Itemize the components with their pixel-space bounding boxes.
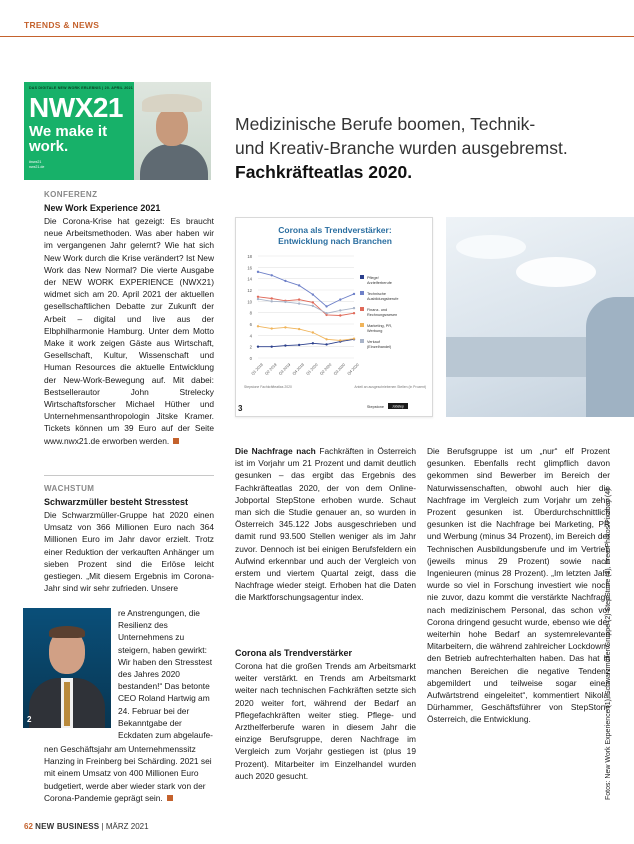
banner-footer-line1: #nwx21 — [29, 160, 42, 164]
chart-source-right: Anteil an ausgeschriebenen Stellen (in Prozent) — [354, 385, 426, 389]
legend-swatch — [360, 291, 364, 295]
legend-swatch — [360, 275, 364, 279]
data-point — [257, 296, 259, 298]
wachstum-kicker: WACHSTUM — [44, 484, 95, 493]
konferenz-body-text: Die Corona-Krise hat gezeigt: Es braucht neue Arbeitsmethoden. Was aber haben wir im vergangenen Jahr gelernt? Wie hat sich New Work durch die Krise verändert? Ist New Work das New Normal? Die vierte Ausgabe der NEW WORK EXPERIENCE (NWX21) widmet sich am 20. April 2021 der aktuellen gesellschaftlichen Debatte zur Zukunft der Arbeit – digital und live aus der Elbphilharmonie Hamburg. Unter dem Motto Make it work zeigen Gäste aus Wirtschaft, Gesellschaft, Kultur, Wissenschaft und Human Resources die aktuelle Entwicklung der New-Work-Bewegung auf. Mit dabei: Bestsellerautor John Strelecky Wirtschaftsforscher Michael Hüther und Unternehmensanthropologin Jitske Kramer. Tickets können um 39 Euro auf der Seite www.nwx21.de erworben werden. — [44, 216, 214, 446]
legend-label: Arztelferberufe — [367, 281, 392, 285]
data-point — [312, 331, 314, 333]
x-tick-label: Q4 2019 — [291, 362, 306, 376]
banner-top-line: DAS DIGITALE NEW WORK ERLEBNIS | 20. APRIL 2021 — [29, 86, 133, 90]
data-point — [353, 293, 355, 295]
data-point — [271, 274, 273, 276]
data-point — [312, 293, 314, 295]
legend-swatch — [360, 323, 364, 327]
x-tick-label: Q4 2020 — [346, 362, 360, 376]
konferenz-title: New Work Experience 2021 — [44, 203, 161, 213]
y-tick-label: 4 — [249, 333, 252, 339]
data-point — [353, 338, 355, 340]
x-tick-label: Q3 2020 — [333, 362, 347, 376]
page-footer — [24, 822, 149, 831]
banner-slogan: We make it work. — [29, 123, 108, 155]
article-lead: Die Nachfrage nach — [235, 446, 316, 456]
wachstum-body-bottom-text: nen Geschäftsjahr am Unternehmenssitz Hanzing in Freinberg bei Schärding. 2021 sei mit einem Umsatz von 400 Millionen Euro budgetiert, werde aber wieder stark von der Corona-Pandemie geprägt sein. — [44, 744, 212, 803]
data-point — [325, 343, 327, 345]
x-tick-label: Q3 2019 — [278, 362, 292, 376]
stepstone-logo: Stepstone — [366, 405, 384, 409]
legend-label: Marketing, PR, — [367, 324, 393, 328]
wachstum-title: Schwarzmüller besteht Stresstest — [44, 497, 189, 507]
data-point — [312, 305, 314, 307]
legend-label: Finanz- und — [367, 308, 388, 312]
data-point — [298, 328, 300, 330]
data-point — [257, 271, 259, 273]
banner-person-face — [156, 108, 188, 146]
data-point — [271, 300, 273, 302]
data-point — [339, 339, 341, 341]
data-point — [353, 312, 355, 314]
x-tick-label: Q1 2020 — [305, 362, 319, 376]
banner-person-hat — [142, 94, 202, 112]
legend-label: Ausbildungsberufe — [367, 297, 399, 301]
magazine-brand: NEW BUSINESS — [35, 822, 100, 831]
nwx-banner-image — [24, 82, 211, 180]
data-point — [271, 297, 273, 299]
y-tick-label: 0 — [249, 356, 252, 361]
legend-label: Pflege/ — [367, 276, 379, 280]
wachstum-body-right: re Anstrengungen, die Resilienz des Unternehmens zu steigern, haben gewirkt: Wir haben den Stresstest des Jahres 2020 bestanden!“ Das betonte CEO Roland Hartwig am 24. Februar bei der Bekanntgabe der Eckdaten zum abgelaufe- — [118, 608, 213, 741]
article-subhead: Corona als Trendverstärker — [235, 648, 353, 658]
wachstum-body-bottom — [44, 743, 214, 804]
data-point — [339, 309, 341, 311]
section-rule — [0, 36, 634, 37]
y-tick-label: 10 — [247, 299, 252, 305]
konferenz-body — [44, 215, 214, 447]
data-point — [284, 326, 286, 328]
banner-footer — [29, 160, 44, 170]
chart-card — [235, 217, 433, 417]
legend-label: Werbung — [367, 329, 383, 333]
y-tick-label: 2 — [249, 344, 252, 350]
article-column-right: Die Berufsgruppe ist um „nur“ elf Prozent gesunken. Ebenfalls recht glimpflich davon gekommen sind Bewerber im Bereich der Naturwissenschaften, obwohl auch hier die Nachfrage im Vergleich zum Vorjahr um zehn Prozent gesunken ist. Überdurchschnittlich gesunken ist die Nachfrage bei Marketing, PR und Werbung (minus 34 Prozent), im Bereich der Technischen Ausbildungsberufe und im Vertrieb (jeweils minus 29 Prozent) sowie nach Ingenieuren (minus 28 Prozent). „Im letzten Jahr wurde so viel in Forschung investiert wie noch nie zuvor, dazu kommt die verstärkte Nachfrage nach medizinischem Personal, das schon vor Corona dringend gesucht wurde, ebenso wie der weiterhin hohe Bedarf an systemrelevanten Mitarbeitern, die während zahlreicher Lockdowns den Betrieb aufrechterhalten haben. Das hat in manchen Bereichen die negative Tendenz abgemildert und teilweise sogar einen Aufwärtstrend eingeleitet“, kommentiert Nikolai Dürhammer, Geschäftsführer von StepStone Österreich, die Entwicklung. — [427, 446, 610, 725]
data-point — [339, 298, 341, 300]
legend-label: (Einzelhandel) — [367, 345, 392, 349]
banner-footer-line2: nwx21.de — [29, 165, 45, 169]
legend-label: Rechnungswesen — [367, 313, 398, 317]
headline-line1: Medizinische Berufe boomen, Technik- — [235, 114, 536, 134]
article-body-2: Corona hat die großen Trends am Arbeitsmarkt weiter verstärkt. en Trends am Arbeitsmarkt weiter nach technischen Fachkräften setzte sich 2020 weiter fort, während der Bedarf an Pflegefachkräften weiter stieg. Pflege- und Arzthelferberufe waren in diesem Jahr die einzige Berufsgruppe, deren Nachfrage im Vergleich zum Vorjahr gestiegen ist (plus 19 Prozent). Mitarbeiter im Einzelhandel wurden auch 2020 gesucht. — [235, 661, 416, 781]
data-point — [257, 345, 259, 347]
ceo-portrait-photo — [23, 608, 111, 728]
y-tick-label: 6 — [249, 322, 252, 327]
x-tick-label: Q2 2020 — [319, 362, 333, 376]
banner-person-photo — [134, 82, 211, 180]
article-column-middle — [235, 445, 416, 604]
data-point — [325, 338, 327, 340]
hospital-photo — [446, 217, 634, 417]
data-point — [271, 327, 273, 329]
y-tick-label: 16 — [247, 265, 252, 271]
banner-person-body — [140, 144, 208, 180]
data-point — [298, 298, 300, 300]
data-point — [298, 284, 300, 286]
konferenz-kicker: KONFERENZ — [44, 190, 98, 199]
photo-credit: Fotos: New Work Experience (1), Schwarzmüller Gruppe (2) StepStone (3), Free-Photos/Pixabay (4) — [605, 488, 612, 800]
y-tick-label: 8 — [249, 310, 252, 316]
data-point — [271, 345, 273, 347]
data-point — [284, 301, 286, 303]
photo-lamp — [456, 235, 526, 259]
section-tag: TRENDS & NEWS — [24, 20, 100, 30]
section-divider — [44, 475, 214, 476]
y-tick-label: 18 — [247, 254, 252, 259]
legend-label: Verkauf — [367, 340, 380, 344]
legend-label: Technische — [367, 292, 386, 296]
y-tick-label: 14 — [247, 276, 252, 282]
chart-source-left: Stepstone Fachkräfteatlas 2020 — [244, 385, 292, 389]
banner-title: NWX21 — [29, 92, 123, 123]
x-tick-label: Q1 2019 — [250, 362, 264, 376]
headline-line2: und Kreativ-Branche wurden ausgebremst. — [235, 138, 568, 158]
chart-title: Corona als Trendverstärker: — [278, 225, 392, 235]
portrait-number: 2 — [27, 715, 32, 724]
page-number: 62 — [24, 822, 33, 831]
y-tick-label: 12 — [247, 288, 252, 293]
data-point — [284, 344, 286, 346]
data-point — [312, 301, 314, 303]
end-mark-square — [173, 438, 179, 444]
photo-lamp — [516, 257, 596, 287]
data-point — [325, 305, 327, 307]
data-point — [312, 342, 314, 344]
data-point — [298, 302, 300, 304]
headline — [235, 112, 615, 160]
issue-date: MÄRZ 2021 — [105, 822, 149, 831]
data-point — [257, 298, 259, 300]
chart-subtitle: Entwicklung nach Branchen — [278, 236, 392, 246]
data-point — [298, 344, 300, 346]
data-point — [284, 280, 286, 282]
legend-swatch — [360, 307, 364, 311]
portrait-tie — [64, 682, 70, 726]
data-point — [257, 325, 259, 327]
line-chart — [236, 218, 434, 418]
data-point — [339, 314, 341, 316]
portrait-hair — [49, 626, 85, 638]
article-body: Fachkräften in Österreich ist im Vorjahr um 21 Prozent und damit deutlich gesunken – das ergibt das Ergebnis des Fachkräfteatlas 2020, der von dem Online-Jobportal StepStone erhoben wurde. Schaut man sich die Studie genauer an, so wurden in Österreich 345.122 Jobs ausgeschrieben und damit rund 93.500 Stellen weniger als im Jahr zuvor. Dennoch ist bei einigen Berufsfeldern ein Aufwind erkennbar und auch der Vergleich von erstem und viertem Quartal zeigt, dass die Nachfrage wieder steigt. Erhoben hat die Daten die Marktforschungsagentur index. — [235, 446, 416, 603]
legend-swatch — [360, 339, 364, 343]
x-tick-label: Q2 2019 — [264, 362, 278, 376]
data-point — [353, 307, 355, 309]
photo-figure — [586, 297, 634, 417]
headline-bold: Fachkräfteatlas 2020. — [235, 162, 413, 182]
wachstum-body-top: Die Schwarzmüller-Gruppe hat 2020 einen Umsatz von 366 Millionen Euro nach 364 Millionen Euro im Jahr davor erzielt. Trotz einer Reduktion der verkauften Anhänger um sieben Prozent sind die Erlöse leicht gestiegen. „Mit diesem Ergebnis im Corona-Jahr sind wir sehr zufrieden. Unsere — [44, 510, 214, 594]
end-mark-square — [167, 795, 173, 801]
footer-separator: | — [101, 822, 104, 831]
jobstep-logo: Jobstep — [392, 404, 404, 409]
chart-number: 3 — [238, 404, 243, 413]
data-point — [325, 312, 327, 314]
